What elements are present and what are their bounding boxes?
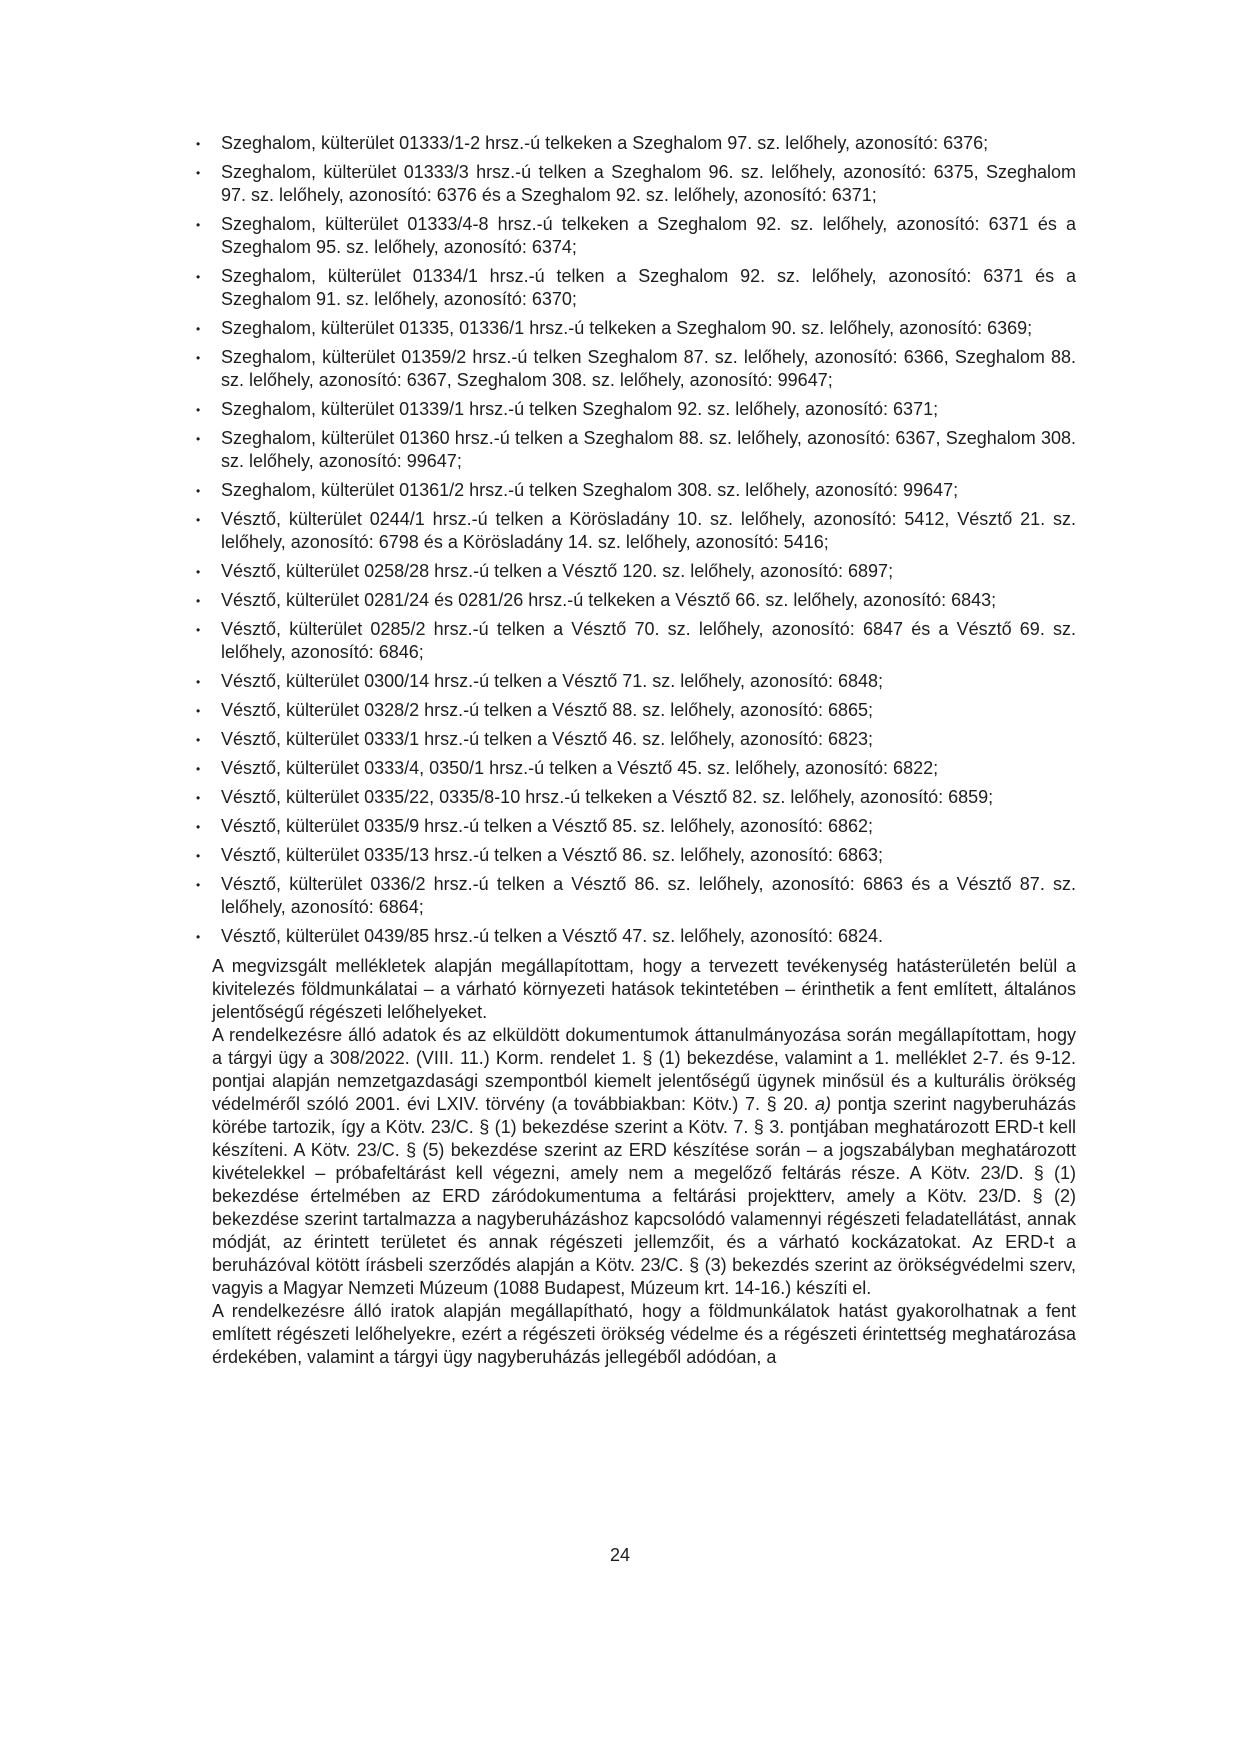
bullet-item [196,925,1076,948]
bullet-text: Vésztő, külterület 0333/1 hrsz.-ú telken a Vésztő 46. sz. lelőhely, azonosító: 6823; [221,729,874,749]
bullet-item [196,815,1076,838]
bullet-text: Vésztő, külterület 0328/2 hrsz.-ú telken a Vésztő 88. sz. lelőhely, azonosító: 6865; [221,700,874,720]
bullet-text: Vésztő, külterület 0439/85 hrsz.-ú telken a Vésztő 47. sz. lelőhely, azonosító: 6824. [221,926,884,946]
bullet-item [196,132,1076,155]
bullet-text: Szeghalom, külterület 01335, 01336/1 hrsz.-ú telkeken a Szeghalom 90. sz. lelőhely, azonosító: 6369; [221,318,1033,338]
paragraph-legal-part2: pontja szerint nagyberuházás körébe tartozik, így a Kötv. 23/C. § (1) bekezdése szerint a Kötv. 7. § 3. pontjában meghatározott ERD-t kell készíteni. A Kötv. 23/C. § (5) bekezdése szerint az ERD készítése során – a jogszabályban meghatározott kivételekkel – próbafeltárást kell végezni, amely nem a megelőző feltárás része. A Kötv. 23/D. § (1) bekezdése értelmében az ERD záródokumentuma a feltárási projektterv, amely a Kötv. 23/D. § (2) bekezdése szerint tartalmazza a nagyberuházáshoz kapcsolódó valamennyi régészeti feladatellátást, annak módját, az érintett területet és annak régészeti jellemzőit, és a várható kockázatokat. Az ERD-t a beruházóval kötött írásbeli szerződés alapján a Kötv. 23/C. § (3) bekezdés szerint az örökségvédelmi szerv, vagyis a Magyar Nemzeti Múzeum (1088 Budapest, Múzeum krt. 14-16.) készíti el. [212,1094,1077,1298]
bullet-marker: • [196,849,201,863]
bullet-item [196,508,1076,554]
bullet-text: Vésztő, külterület 0281/24 és 0281/26 hrsz.-ú telkeken a Vésztő 66. sz. lelőhely, azonosító: 6843; [221,590,997,610]
paragraph-conclusion: A rendelkezésre álló iratok alapján megállapítható, hogy a földmunkálatok hatást gyakorolhatnak a fent említett régészeti lelőhelyekre, ezért a régészeti örökség védelme és a régészeti érintettség meghatározása érdekében, valamint a tárgyi ügy nagyberuházás jellegéből adódóan, a [212,1301,1076,1367]
bullet-text: Vésztő, külterület 0300/14 hrsz.-ú telken a Vésztő 71. sz. lelőhely, azonosító: 6848; [221,671,884,691]
bullet-text: Vésztő, külterület 0335/22, 0335/8-10 hrsz.-ú telkeken a Vésztő 82. sz. lelőhely, azonosító: 6859; [221,787,994,807]
bullet-text: Szeghalom, külterület 01360 hrsz.-ú telken a Szeghalom 88. sz. lelőhely, azonosító: 6367, Szeghalom 308. sz. lelőhely, azonosító: 99647; [221,428,1076,471]
bullet-marker: • [196,791,201,805]
bullet-marker: • [196,704,201,718]
bullet-item [196,346,1076,392]
bullet-marker: • [196,484,201,498]
bullet-item [196,873,1076,919]
bullet-marker: • [196,432,201,446]
bullet-marker: • [196,270,201,284]
bullet-marker: • [196,322,201,336]
bullet-text: Szeghalom, külterület 01361/2 hrsz.-ú telken Szeghalom 308. sz. lelőhely, azonosító: 99647; [221,480,959,500]
paragraph-legal [212,1024,1076,1300]
bullet-text: Szeghalom, külterület 01334/1 hrsz.-ú telken a Szeghalom 92. sz. lelőhely, azonosító: 6371 és a Szeghalom 91. sz. lelőhely, azonosító: 6370; [221,266,1076,309]
bullet-item [196,317,1076,340]
bullet-text: Szeghalom, külterület 01333/3 hrsz.-ú telken a Szeghalom 96. sz. lelőhely, azonosító: 6375, Szeghalom 97. sz. lelőhely, azonosító: 6376 és a Szeghalom 92. sz. lelőhely, azonosító: 6371; [221,162,1076,205]
bullet-marker: • [196,594,201,608]
bullet-marker: • [196,166,201,180]
bullet-marker: • [196,762,201,776]
bullet-marker: • [196,675,201,689]
bullet-text: Szeghalom, külterület 01339/1 hrsz.-ú telken Szeghalom 92. sz. lelőhely, azonosító: 6371; [221,399,939,419]
bullet-text: Vésztő, külterület 0244/1 hrsz.-ú telken a Körösladány 10. sz. lelőhely, azonosító: 5412, Vésztő 21. sz. lelőhely, azonosító: 6798 és a Körösladány 14. sz. lelőhely, azonosító: 5416; [221,509,1076,552]
bullet-item [196,213,1076,259]
bullet-marker: • [196,878,201,892]
bullet-item [196,786,1076,809]
page-number: 24 [609,1545,631,1565]
paragraph-legal-part1: A rendelkezésre álló adatok és az elküldött dokumentumok áttanulmányozása során megállapítottam, hogy a tárgyi ügy a 308/2022. (VIII. 11.) Korm. rendelet 1. § (1) bekezdése, valamint a 1. melléklet 2-7. és 9-12. pontjai alapján nemzetgazdasági szempontból kiemelt jelentőségű ügynek minősül és a kulturális örökség védelméről szóló 2001. évi LXIV. törvény (a továbbiakban: Kötv.) 7. § 20. [212,1025,1076,1114]
body-paragraphs [212,955,1076,1369]
bullet-item [196,618,1076,664]
bullet-item [196,265,1076,311]
bullet-marker: • [196,623,201,637]
bullet-text: Vésztő, külterület 0335/9 hrsz.-ú telken a Vésztő 85. sz. lelőhely, azonosító: 6862; [221,816,874,836]
bullet-item [196,757,1076,780]
bullet-item [196,479,1076,502]
paragraph-legal-italic-ref: a) [814,1094,831,1114]
bullet-item [196,589,1076,612]
bullet-marker: • [196,930,201,944]
bullet-marker: • [196,137,201,151]
bullet-text: Vésztő, külterület 0258/28 hrsz.-ú telken a Vésztő 120. sz. lelőhely, azonosító: 6897; [221,561,894,581]
bullet-item [196,161,1076,207]
text-block [196,132,1077,1369]
bullet-item [196,728,1076,751]
bullet-marker: • [196,218,201,232]
bullet-text: Vésztő, külterület 0336/2 hrsz.-ú telken a Vésztő 86. sz. lelőhely, azonosító: 6863 és a Vésztő 87. sz. lelőhely, azonosító: 6864; [221,874,1076,917]
bullet-marker: • [196,733,201,747]
bullet-item [196,699,1076,722]
paragraph-findings: A megvizsgált mellékletek alapján megállapítottam, hogy a tervezett tevékenység hatásterületén belül a kivitelezés földmunkálatai – a várható környezeti hatások tekintetében – érinthetik a fent említett, általános jelentőségű régészeti lelőhelyeket. [212,956,1076,1022]
bullet-text: Vésztő, külterület 0333/4, 0350/1 hrsz.-ú telken a Vésztő 45. sz. lelőhely, azonosító: 6822; [221,758,939,778]
bullet-text: Szeghalom, külterület 01333/4-8 hrsz.-ú telkeken a Szeghalom 92. sz. lelőhely, azonosító: 6371 és a Szeghalom 95. sz. lelőhely, azonosító: 6374; [221,214,1076,257]
bullet-marker: • [196,351,201,365]
bullet-item [196,398,1076,421]
site-bullet-list [196,132,1076,948]
bullet-item [196,560,1076,583]
bullet-item [196,670,1076,693]
bullet-marker: • [196,820,201,834]
bullet-text: Szeghalom, külterület 01359/2 hrsz.-ú telken Szeghalom 87. sz. lelőhely, azonosító: 6366, Szeghalom 88. sz. lelőhely, azonosító: 6367, Szeghalom 308. sz. lelőhely, azonosító: 99647; [221,347,1076,390]
bullet-text: Vésztő, külterület 0285/2 hrsz.-ú telken a Vésztő 70. sz. lelőhely, azonosító: 6847 és a Vésztő 69. sz. lelőhely, azonosító: 6846; [221,619,1076,662]
bullet-item [196,844,1076,867]
bullet-marker: • [196,403,201,417]
bullet-marker: • [196,565,201,579]
bullet-text: Vésztő, külterület 0335/13 hrsz.-ú telken a Vésztő 86. sz. lelőhely, azonosító: 6863; [221,845,884,865]
bullet-item [196,427,1076,473]
bullet-text: Szeghalom, külterület 01333/1-2 hrsz.-ú telkeken a Szeghalom 97. sz. lelőhely, azonosító: 6376; [221,133,989,153]
bullet-marker: • [196,513,201,527]
